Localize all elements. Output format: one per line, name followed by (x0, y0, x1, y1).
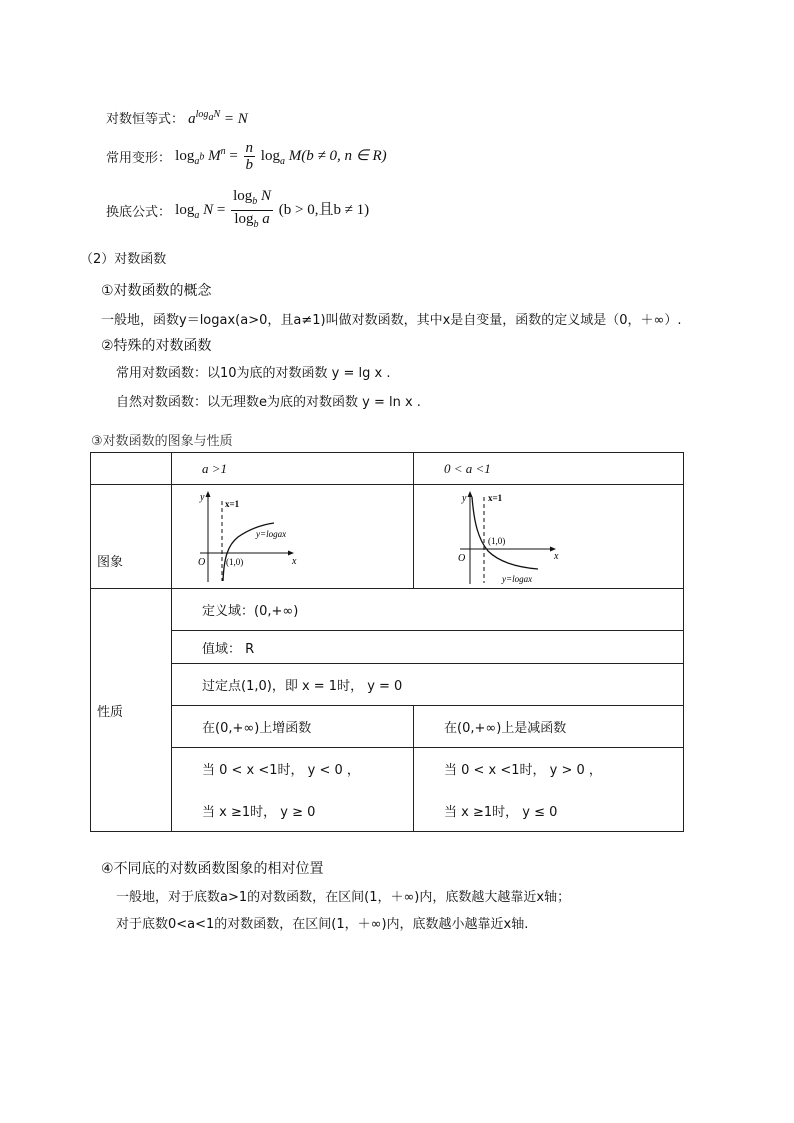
value-row-1 (91, 748, 684, 790)
change-base-formula (106, 188, 369, 233)
increasing-log-graph (178, 487, 318, 587)
graph-decreasing-cell (414, 485, 684, 589)
header-row (91, 453, 684, 485)
origin-label: O (458, 552, 466, 564)
natural-log-text: 自然对数函数：以无理数e为底的对数函数 y = ln x . (116, 395, 421, 410)
header-empty-cell (91, 453, 172, 485)
point-label: (1,0) (226, 556, 244, 567)
section4-line1: 一般地，对于底数a>1的对数函数，在区间(1，＋∞)内，底数越大越靠近x轴； (116, 890, 571, 905)
value-row-2 (91, 790, 684, 832)
decreasing-cell: 在(0,+∞)上是减函数 (414, 706, 684, 748)
properties-table (90, 452, 684, 832)
x-axis-arrow (288, 550, 294, 555)
sub4-heading: ④不同底的对数函数图象的相对位置 (101, 861, 324, 877)
monotonic-row (91, 706, 684, 748)
transform-label: 常用变形： (106, 151, 172, 166)
sub1-heading: ①对数函数的概念 (101, 283, 212, 299)
decreasing-log-graph (444, 487, 584, 587)
identity-expr: $a^{log_aN} = N$ (188, 109, 248, 127)
x-label: x (554, 550, 559, 562)
curve-label: y=logax (502, 573, 533, 584)
graph-row-label: 图象 (91, 485, 172, 589)
change-label: 换底公式： (106, 205, 172, 220)
identity-label: 对数恒等式： (106, 112, 185, 127)
transform-expr: $\log_{a^b} M^n$ = $\frac{n}{b}$ $\log_a M(b \ne 0$, n ∈ R) (175, 140, 387, 173)
log-curve-decreasing (472, 497, 538, 569)
fixed-point-row (91, 664, 684, 706)
range-cell: 值域： R (172, 631, 684, 664)
y-label: y (200, 491, 205, 503)
x-label: x (292, 555, 297, 567)
change-expr: $\log_a N$ = $\frac{\log_b N}{\log_b a}$ (b > 0,且b ≠ 1) (175, 188, 370, 230)
domain-row (91, 589, 684, 631)
header-a-lt-1: 0 < a <1 (414, 453, 684, 485)
section2-heading: （2）对数函数 (80, 252, 167, 267)
graph-row (91, 485, 684, 589)
section4-line2: 对于底数0<a<1的对数函数，在区间(1，＋∞)内，底数越小越靠近x轴. (116, 917, 529, 932)
y-axis-arrow (468, 491, 473, 497)
point-label: (1,0) (488, 535, 506, 546)
graph-increasing-cell (172, 485, 414, 589)
props-row-label: 性质 (91, 589, 172, 832)
fixed-point-cell: 过定点(1,0)，即 x = 1时， y = 0 (172, 664, 684, 706)
domain-cell: 定义域：(0,+∞) (172, 589, 684, 631)
common-log-text: 常用对数函数：以10为底的对数函数 y = lg x . (116, 366, 391, 381)
curve-label: y=logax (256, 528, 287, 539)
dec-condition-2: 当 x ≥1时， y ≤ 0 (414, 790, 684, 832)
y-label: y (462, 492, 467, 504)
definition-text: 一般地，函数y＝logax(a>0，且a≠1)叫做对数函数，其中x是自变量，函数的定义域是（0，＋∞）. (101, 313, 682, 328)
sub3-heading: ③对数函数的图象与性质 (91, 434, 233, 449)
range-row (91, 631, 684, 664)
y-axis-arrow (206, 491, 211, 497)
asymptote-label: x=1 (225, 498, 240, 509)
dec-condition-1: 当 0 < x <1时， y > 0 ， (414, 748, 684, 790)
increasing-cell: 在(0,+∞)上增函数 (172, 706, 414, 748)
sub2-heading: ②特殊的对数函数 (101, 338, 212, 354)
origin-label: O (198, 556, 206, 568)
asymptote-label: x=1 (488, 492, 503, 503)
inc-condition-2: 当 x ≥1时， y ≥ 0 (172, 790, 414, 832)
header-a-gt-1: a >1 (172, 453, 414, 485)
inc-condition-1: 当 0 < x <1时， y < 0 ， (172, 748, 414, 790)
identity-formula (106, 108, 248, 128)
transform-formula (106, 140, 387, 173)
